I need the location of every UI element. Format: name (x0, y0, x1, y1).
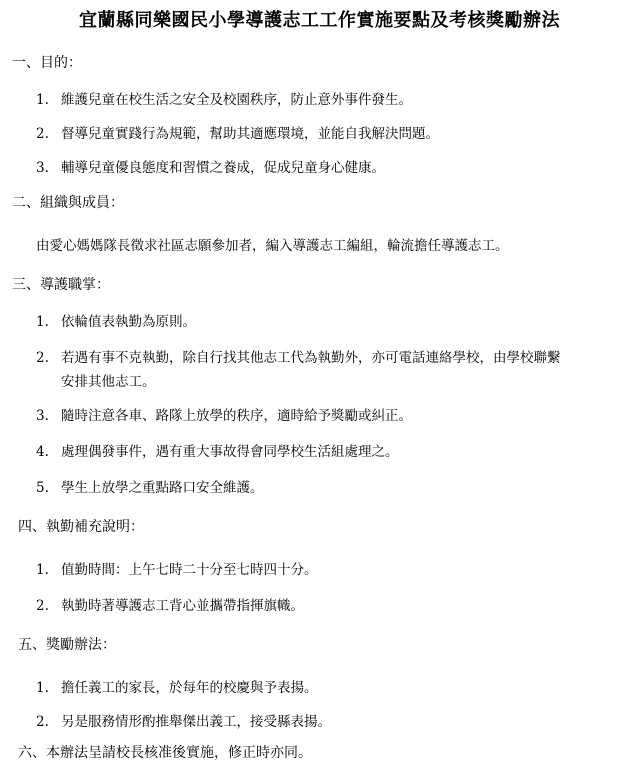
list-item (36, 310, 196, 330)
section-body: 由愛心媽媽隊長徵求社區志願參加者，編入導護志工編組，輪流擔任導護志工。 (36, 238, 509, 254)
item-text: 依輪值表執勤為原則。 (61, 314, 196, 330)
list-item (36, 710, 331, 730)
item-number: 1. (36, 680, 49, 696)
item-text-continuation: 安排其他志工。 (61, 374, 156, 390)
item-number: 1. (36, 562, 49, 578)
item-number: 2. (36, 350, 49, 366)
item-number: 1. (36, 92, 49, 108)
item-text: 處理偶發事件，遇有重大事故得會同學校生活組處理之。 (61, 444, 399, 460)
item-number: 3. (36, 408, 49, 424)
item-number: 3. (36, 160, 49, 176)
item-text: 督導兒童實踐行為規範，幫助其適應環境，並能自我解決問題。 (61, 126, 439, 142)
section-heading-supplement: 四、執勤補充說明： (18, 519, 144, 535)
item-text: 隨時注意各車、路隊上放學的秩序，適時給予獎勵或糾正。 (61, 408, 412, 424)
item-number: 4. (36, 444, 49, 460)
list-item (36, 404, 412, 424)
list-item (36, 122, 439, 142)
list-item (36, 476, 264, 496)
item-text: 維護兒童在校生活之安全及校園秩序，防止意外事件發生。 (61, 92, 412, 108)
item-number: 2. (36, 714, 49, 730)
section-heading-purpose: 一、目的： (12, 55, 82, 71)
list-item (36, 346, 561, 366)
section-heading-rewards: 五、獎勵辦法： (18, 637, 116, 653)
item-number: 5. (36, 480, 49, 496)
item-text: 若遇有事不克執勤，除自行找其他志工代為執勤外，亦可電話連絡學校，由學校聯繫 (61, 350, 561, 366)
list-item (36, 156, 385, 176)
list-item (36, 676, 318, 696)
item-text: 輔導兒童優良態度和習慣之養成，促成兒童身心健康。 (61, 160, 385, 176)
list-item (36, 440, 399, 460)
item-text: 學生上放學之重點路口安全維護。 (61, 480, 264, 496)
section-heading-organization: 二、組織與成員： (12, 195, 124, 211)
list-item (36, 594, 304, 614)
item-number: 2. (36, 598, 49, 614)
item-text: 執勤時著導護志工背心並攜帶指揮旗幟。 (61, 598, 304, 614)
item-number: 1. (36, 314, 49, 330)
item-text: 值勤時間：上午七時二十分至七時四十分。 (61, 562, 318, 578)
item-text: 另是服務情形酌推舉傑出義工，接受縣表揚。 (61, 714, 331, 730)
item-text: 擔任義工的家長，於每年的校慶與予表揚。 (61, 680, 318, 696)
list-item (36, 88, 412, 108)
section-heading-duties: 三、導護職掌： (12, 277, 110, 293)
item-number: 2. (36, 126, 49, 142)
section-heading-implementation: 六、本辦法呈請校長核准後實施，修正時亦同。 (18, 745, 312, 761)
document-title: 宜蘭縣同樂國民小學導護志工工作實施要點及考核獎勵辦法 (79, 10, 560, 31)
list-item (36, 558, 318, 578)
